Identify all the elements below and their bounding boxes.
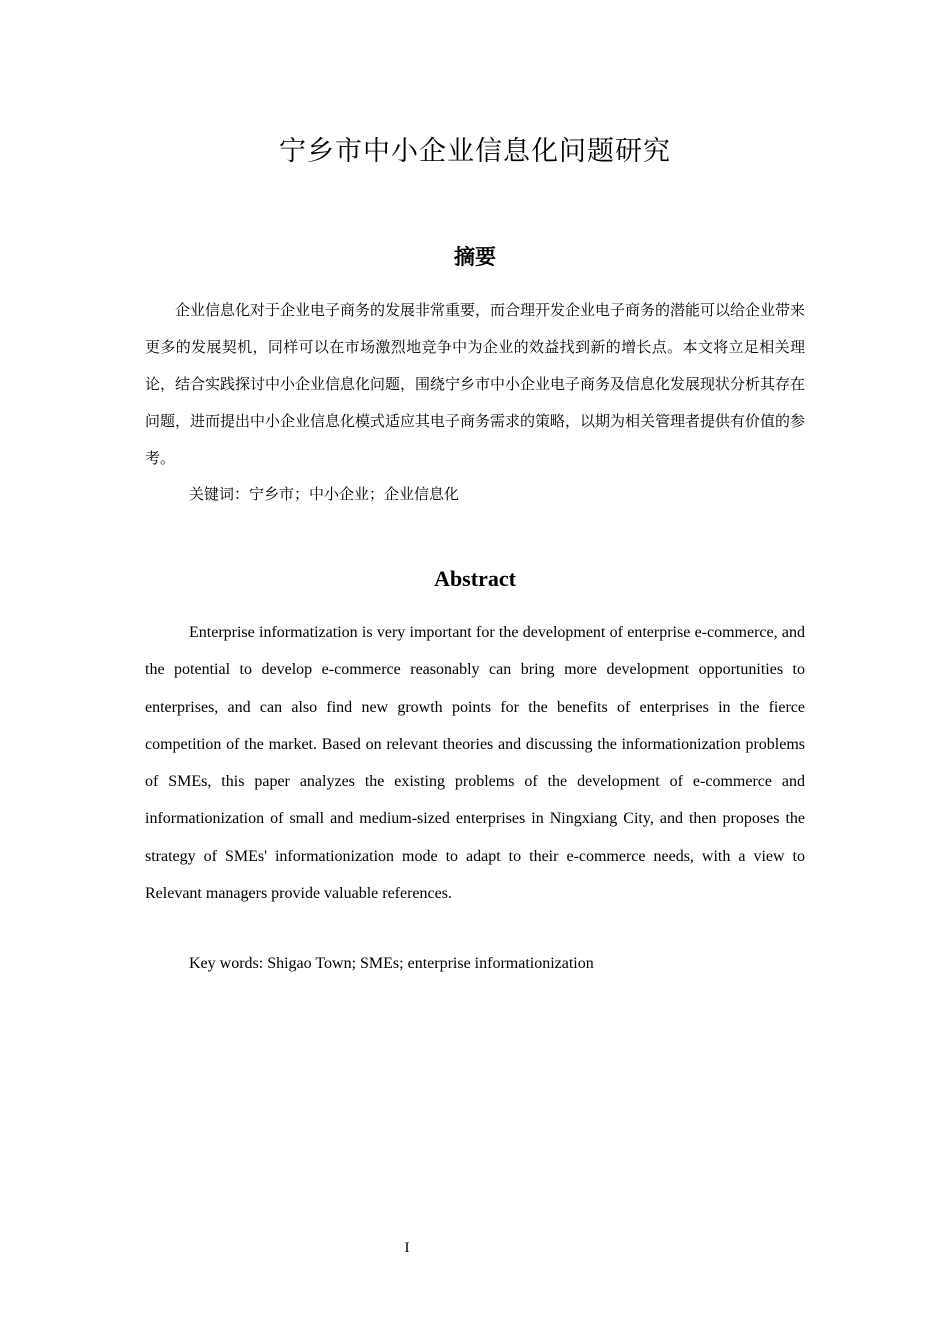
page-number: I bbox=[404, 1240, 410, 1256]
english-keywords: Key words: Shigao Town; SMEs; enterprise informationization bbox=[189, 955, 594, 972]
chinese-abstract-body: 企业信息化对于企业电子商务的发展非常重要，而合理开发企业电子商务的潜能可以给企业带来更多的发展契机，同样可以在市场激烈地竞争中为企业的效益找到新的增长点。本文将立足相关理论，结合实践探讨中小企业信息化问题，围绕宁乡市中小企业电子商务及信息化发展现状分析其存在问题，进而提出中小企业信息化模式适应其电子商务需求的策略，以期为相关管理者提供有价值的参考。 bbox=[145, 301, 806, 467]
english-abstract-body: Enterprise informatization is very important for the development of enterprise e-commerce, and the potential to develop e-commerce reasonably can bring more development opportunities to enterprises, and can also find new growth points for the benefits of enterprises in the fierce competition of the market. Based on relevant theories and discussing the informationization problems of SMEs, this paper analyzes the existing problems of the development of e-commerce and informationization of small and medium-sized enterprises in Ningxiang City, and then proposes the strategy of SMEs' informationization mode to adapt to their e-commerce needs, with a view to Relevant managers provide valuable references. bbox=[145, 624, 805, 903]
page-title: 宁乡市中小企业信息化问题研究 bbox=[279, 136, 671, 167]
english-abstract-heading: Abstract bbox=[434, 566, 516, 591]
chinese-keywords: 关键词：宁乡市；中小企业；企业信息化 bbox=[189, 485, 460, 503]
chinese-abstract-heading: 摘要 bbox=[454, 245, 496, 269]
